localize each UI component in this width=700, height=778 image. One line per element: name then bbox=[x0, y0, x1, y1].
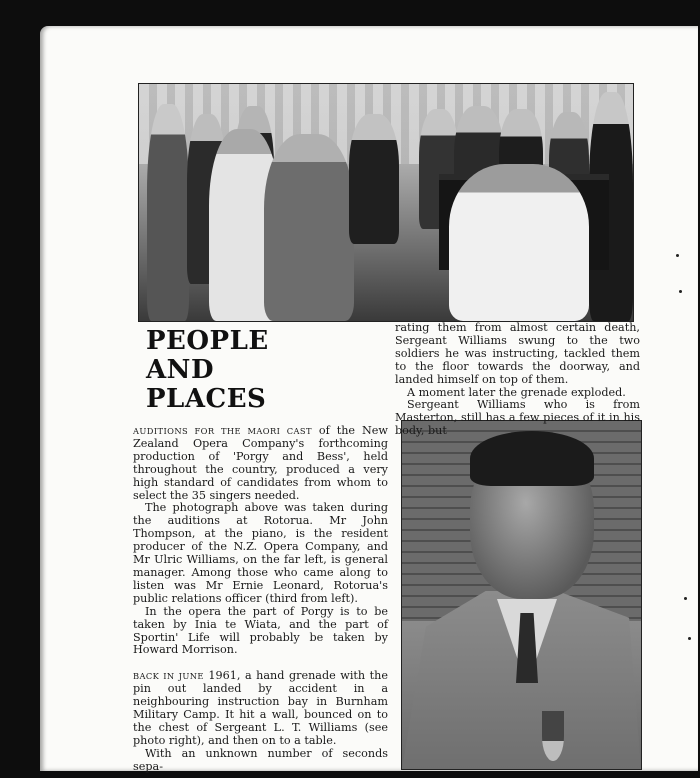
lead-in-smallcaps: BACK IN JUNE bbox=[133, 671, 204, 682]
left-column bbox=[133, 425, 388, 774]
right-column bbox=[395, 322, 640, 438]
section-heading bbox=[146, 327, 269, 414]
scan-speck bbox=[679, 290, 682, 293]
heading-line: PLACES bbox=[146, 384, 267, 414]
medal-icon bbox=[542, 711, 564, 761]
person-figure bbox=[264, 134, 354, 321]
portrait-hair bbox=[470, 431, 594, 486]
paragraph-text: of the New Zealand Opera Company's forthcoming production of 'Porgy and Bess', held throughout the country, produced a very high standard of candidates from whom to select the 35 singers needed. bbox=[133, 424, 388, 502]
person-figure bbox=[449, 164, 589, 321]
heading-line: PEOPLE bbox=[146, 326, 269, 356]
paragraph: A moment later the grenade exploded. bbox=[407, 385, 626, 399]
sergeant-portrait-photo bbox=[401, 420, 642, 770]
paragraph: With an unknown number of seconds sepa- bbox=[133, 746, 388, 773]
scan-speck bbox=[684, 597, 687, 600]
paragraph: Sergeant Williams who is from Masterton, still has a few pieces of it in his body, but bbox=[395, 398, 640, 438]
paragraph bbox=[133, 425, 388, 502]
scan-speck bbox=[688, 637, 691, 640]
paragraph: The photograph above was taken during the auditions at Rotorua. Mr John Thompson, at the piano, is the resident producer of the N.Z. Opera Company, and Mr Ulric Williams, on the far left, is general manager. Among those who came along to listen was Mr Ernie Leonard, Rotorua's public relations officer (third from left). bbox=[133, 501, 388, 605]
heading-line: AND bbox=[146, 355, 214, 385]
paragraph-text: 1961, a hand grenade with the pin out landed by accident in a neighbouring instruction bay in Burnham Military Camp. It hit a wall, bounced on to the chest of Sergeant L. T. Williams (see photo right), and then on to a table. bbox=[133, 669, 388, 747]
paragraph: rating them from almost certain death, Sergeant Williams swung to the two soldiers he was instructing, tackled them to the floor towards the doorway, and landed himself on top of them. bbox=[395, 321, 640, 386]
paragraph bbox=[133, 670, 388, 747]
person-figure bbox=[349, 114, 399, 244]
paragraph: In the opera the part of Porgy is to be taken by Inia te Wiata, and the part of Sportin' Life will probably be taken by Howard Morrison. bbox=[133, 604, 388, 657]
scan-speck bbox=[676, 254, 679, 257]
audition-photo bbox=[138, 83, 634, 322]
person-figure bbox=[147, 104, 189, 321]
lead-in-smallcaps: AUDITIONS FOR THE MAORI CAST bbox=[133, 426, 312, 436]
